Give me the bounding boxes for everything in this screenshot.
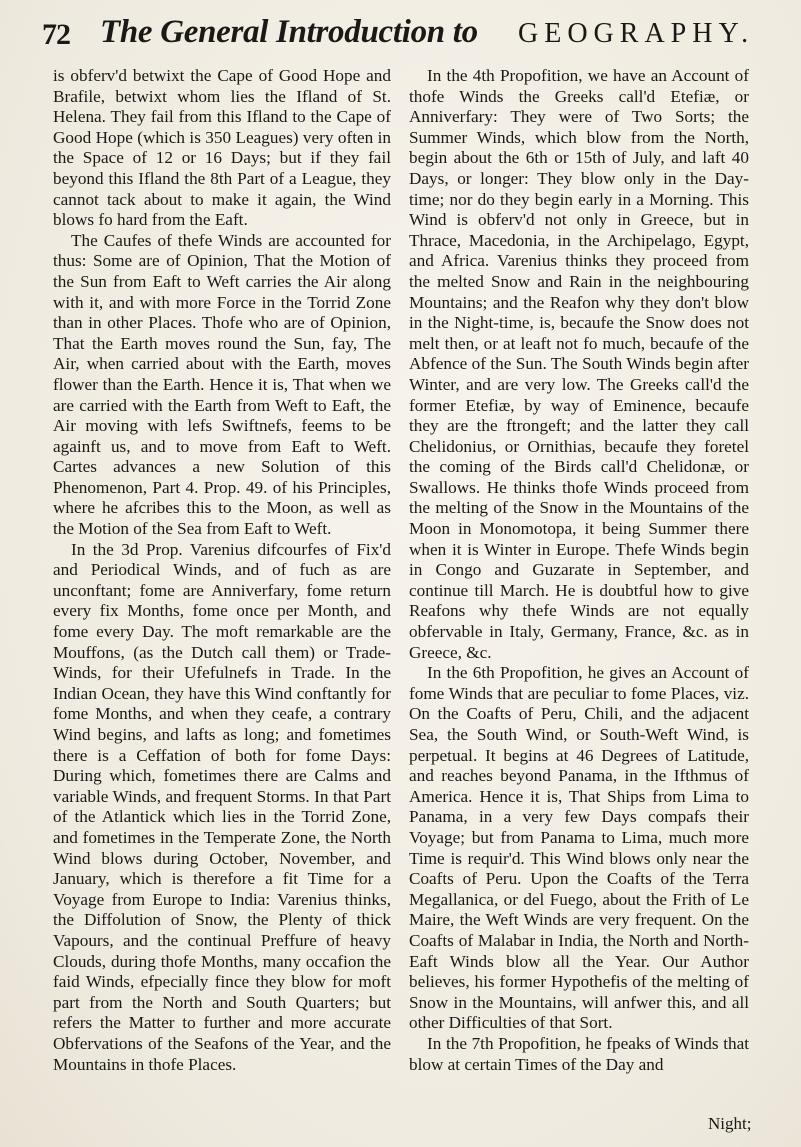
paragraph: The Caufes of thefe Winds are accounted for thus: Some are of Opinion, That the Motion of the Sun from Eaft to Weft carries the Air along with it, and with more Force in the Torrid Zone than in other Places. Thofe who are of Opinion, That the Earth moves round the Sun, fay, The Air, when carried about with the Earth, moves flower than the Earth. Hence it is, That when we are carried with the Earth from Weft to Eaft, the Air moving with lefs Swiftnefs, feems to be againft us, and to move from Eaft to Weft. Cartes advances a new Solution of this Phenomenon, Part 4. Prop. 49. of his Principles, where he afcribes this to the Moon, as well as the Motion of the Sea from Eaft to Weft. bbox=[53, 230, 391, 539]
page-number: 72 bbox=[42, 18, 70, 51]
paragraph: In the 3d Prop. Varenius difcourfes of Fix'd and Periodical Winds, and of fuch as are unconftant; fome are Anniverfary, fome return every fix Months, fome once per Month, and fome every Day. The moft remarkable are the Mouffons, (as the Dutch call them) or Trade-Winds, for their Ufefulnefs in Trade. In the Indian Ocean, they have this Wind conftantly for fome Months, and when they ceafe, a contrary Wind begins, and lafts as long; and fometimes there is a Ceffation of both for fome Days: During which, fometimes there are Calms and variable Winds, and frequent Storms. In that Part of the Atlantick which lies in the Torrid Zone, and fometimes in the Temperate Zone, the North Wind blows during October, November, and January, which is therefore a fit Time for a Voyage from Europe to India: Varenius thinks, the Diffolution of Snow, the Plenty of thick Vapours, and the continual Preffure of heavy Clouds, during thofe Months, many occafion the faid Winds, efpecially fince they blow for moft part from the North and South Quarters; but refers the Matter to further and more accurate Obfervations of the Seafons of the Year, and the Mountains in thofe Places. bbox=[53, 539, 391, 1074]
running-head-title: The General Introduction to bbox=[100, 14, 478, 50]
page-header bbox=[42, 14, 782, 62]
paragraph: In the 4th Propofition, we have an Account of thofe Winds the Greeks call'd Etefiæ, or Anniverfary: They were of Two Sorts; the Summer Winds, which blow from the North, begin about the 6th or 15th of July, and laft 40 Days, or longer: They blow only in the Day-time; nor do they begin early in a Morning. This Wind is obferv'd not only in Greece, but in Thrace, Macedonia, in the Archipelago, Egypt, and Africa. Varenius thinks they proceed from the melted Snow and Rain in the neighbouring Mountains; and the Reafon why they don't blow in the Night-time, is, becaufe the Snow does not melt then, or at leaft not fo much, becaufe of the Abfence of the Sun. The South Winds begin after Winter, and are very low. The Greeks call'd the former Etefiæ, by way of Eminence, becaufe they are the ftrongeft; and the latter they call Chelidonius, or Ornithias, becaufe they foretel the coming of the Birds call'd Chelidonæ, or Swallows. He thinks thofe Winds proceed from the melting of the Snow in the Mountains of the Moon in Monomotopa, it being Summer there when it is Winter in Europe. Thefe Winds begin in Congo and Guzarate in September, and continue till March. He is doubtful how to give Reafons why thefe Winds are not equally obfervable in Italy, Germany, France, &c. as in Greece, &c. bbox=[409, 66, 749, 662]
running-head-geography: GEOGRAPHY. bbox=[518, 18, 755, 49]
paragraph: In the 7th Propofition, he fpeaks of Winds that blow at certain Times of the Day and bbox=[409, 1033, 749, 1074]
right-text-column bbox=[409, 66, 749, 1075]
left-text-column bbox=[53, 66, 391, 1075]
paragraph: In the 6th Propofition, he gives an Account of fome Winds that are peculiar to fome Places, viz. On the Coafts of Peru, Chili, and the adjacent Sea, the South Wind, or South-Weft Wind, is perpetual. It begins at 46 Degrees of Latitude, and reaches beyond Panama, in the Ifthmus of America. Hence it is, That Ships from Lima to Panama, in a very few Days compafs their Voyage; but from Panama to Lima, much more Time is requir'd. This Wind blows only near the Coafts of Peru. Upon the Coafts of the Terra Megallanica, or del Fuego, about the Frith of Le Maire, the Weft Winds are very frequent. On the Coafts of Malabar in India, the North and North-Eaft Winds blow all the Year. Our Author believes, his former Hypothefis of the melting of Snow in the Mountains, will anfwer this, and all other Difficulties of that Sort. bbox=[409, 663, 749, 1033]
paragraph: is obferv'd betwixt the Cape of Good Hope and Brafile, betwixt whom lies the Ifland of St. Helena. They fail from this Ifland to the Cape of Good Hope (which is 350 Leagues) very often in the Space of 12 or 16 Days; but if they fail beyond this Ifland the 8th Part of a League, they cannot tack about to make it again, the Wind blows fo hard from the Eaft. bbox=[53, 66, 391, 230]
catchword: Night; bbox=[708, 1114, 752, 1133]
